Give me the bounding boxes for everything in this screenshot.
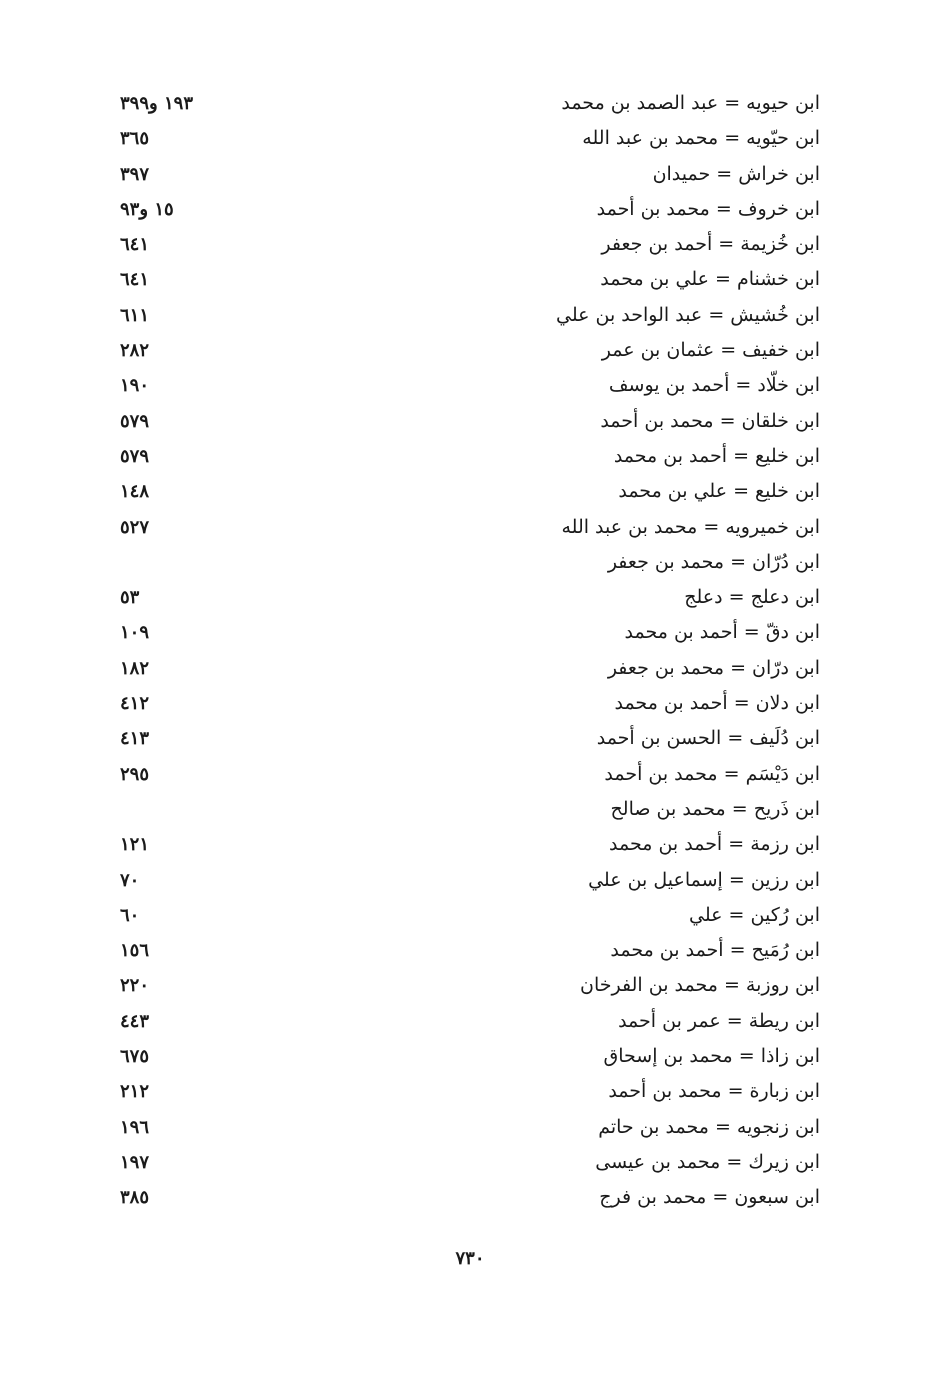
entry-page-refs: ٥٣ [120, 587, 140, 609]
entry-page-refs: ٦٤١ [120, 234, 150, 256]
entry-name: ابن حيويه = عبد الصمد بن محمد [561, 92, 820, 114]
entry-page-refs: ٦١١ [120, 304, 150, 326]
entry-name: ابن دعلج = دعلج [684, 586, 820, 609]
index-entry [100, 580, 820, 615]
index-entry [100, 898, 820, 933]
entry-page-refs: ١٨٢ [120, 657, 150, 679]
entry-name: ابن درّان = محمد بن جعفر [607, 656, 820, 679]
entry-name: ابن روزبة = محمد بن الفرخان [580, 974, 820, 997]
entry-name: ابن زنجويه = محمد بن حاتم [598, 1115, 820, 1138]
index-entry [100, 792, 820, 827]
index-entry [100, 121, 820, 156]
entry-name: ابن خراش = حميدان [652, 162, 820, 185]
entry-page-refs: ٤٤٣ [120, 1010, 150, 1032]
index-entry [100, 1145, 820, 1180]
index-entry [100, 368, 820, 403]
entry-page-refs: ٥٧٩ [120, 445, 150, 467]
index-entry [100, 968, 820, 1003]
index-entry [100, 1074, 820, 1109]
entry-name: ابن خلقان = محمد بن أحمد [600, 409, 820, 432]
entry-name: ابن خليع = أحمد بن محمد [613, 444, 820, 467]
index-entry [100, 404, 820, 439]
entry-page-refs: ١٢١ [120, 834, 150, 856]
index-entry [100, 86, 820, 121]
entry-name: ابن خلّاد = أحمد بن يوسف [608, 374, 820, 397]
entry-page-refs: ٣٩٧ [120, 163, 150, 185]
entry-name: ابن خروف = محمد بن أحمد [596, 197, 820, 220]
entry-page-refs: ٦٠ [120, 904, 140, 926]
index-entry [100, 1004, 820, 1039]
entry-page-refs: ٦٤١ [120, 269, 150, 291]
index-entry [100, 651, 820, 686]
entry-page-refs: ٢١٢ [120, 1081, 150, 1103]
entry-name: ابن ذَريح = محمد بن صالح [610, 797, 820, 820]
entry-name: ابن دُلَيف = الحسن بن أحمد [596, 727, 820, 750]
entry-name: ابن حيّويه = محمد بن عبد الله [582, 127, 820, 150]
entry-page-refs: ٢٢٠ [120, 975, 150, 997]
entry-page-refs: ٦٧٥ [120, 1046, 150, 1068]
index-entry [100, 757, 820, 792]
index-entry [100, 863, 820, 898]
entry-name: ابن زيرك = محمد بن عيسى [595, 1150, 820, 1173]
index-entry [100, 510, 820, 545]
entry-name: ابن خميرويه = محمد بن عبد الله [561, 515, 820, 538]
entry-page-refs: ٧٠ [120, 869, 140, 891]
entry-page-refs: ٤١٣ [120, 728, 150, 750]
index-entry [100, 545, 820, 580]
index-entry [100, 721, 820, 756]
entry-page-refs: ١٥٦ [120, 940, 150, 962]
index-entry [100, 1110, 820, 1145]
entry-page-refs: ١٩٠ [120, 375, 150, 397]
entry-name: ابن زاذا = محمد بن إسحاق [603, 1045, 820, 1068]
entry-page-refs: ١٥ و٩٣ [120, 198, 174, 220]
entry-name: ابن رُمَيح = أحمد بن محمد [610, 939, 820, 962]
entry-name: ابن خليع = علي بن محمد [618, 480, 820, 503]
index-entry [100, 1039, 820, 1074]
entry-name: ابن سبعون = محمد بن فرج [599, 1186, 820, 1209]
entry-page-refs: ١٠٩ [120, 622, 150, 644]
index-entry [100, 157, 820, 192]
entry-name: ابن خشنام = علي بن محمد [600, 268, 820, 291]
entry-page-refs: ٥٧٩ [120, 410, 150, 432]
entry-page-refs: ٣٨٥ [120, 1187, 150, 1209]
index-entry [100, 333, 820, 368]
entry-name: ابن خُزيمة = أحمد بن جعفر [601, 233, 820, 256]
entry-name: ابن رزين = إسماعيل بن علي [588, 868, 820, 891]
entry-name: ابن دَيْسَم = محمد بن أحمد [604, 762, 820, 785]
entry-page-refs: ٢٩٥ [120, 763, 150, 785]
entry-page-refs: ٣٦٥ [120, 128, 150, 150]
index-entry [100, 474, 820, 509]
index-entry [100, 686, 820, 721]
index-entry [100, 262, 820, 297]
entry-name: ابن خفيف = عثمان بن عمر [601, 339, 820, 362]
entry-name: ابن دقّ = أحمد بن محمد [624, 621, 820, 644]
index-entry [100, 439, 820, 474]
entry-page-refs: ١٤٨ [120, 481, 150, 503]
entry-name: ابن دُرّان = محمد بن جعفر [607, 550, 820, 573]
entry-page-refs: ٢٨٢ [120, 340, 150, 362]
index-entry [100, 615, 820, 650]
index-entry [100, 227, 820, 262]
entry-page-refs: ١٩٦ [120, 1116, 150, 1138]
entry-page-refs: ٤١٢ [120, 693, 150, 715]
index-entry [100, 1180, 820, 1215]
index-entry [100, 933, 820, 968]
entry-name: ابن رُكين = علي [689, 903, 820, 926]
index-entry [100, 192, 820, 227]
page-number: ٧٣٠ [455, 1248, 485, 1269]
entry-page-refs: ٥٢٧ [120, 516, 150, 538]
entry-page-refs: ١٩٧ [120, 1151, 150, 1173]
entry-name: ابن رزمة = أحمد بن محمد [609, 833, 820, 856]
index-entry [100, 298, 820, 333]
name-index-list [100, 86, 820, 1216]
entry-name: ابن زبارة = محمد بن أحمد [608, 1080, 820, 1103]
entry-name: ابن خُشيش = عبد الواحد بن علي [556, 303, 820, 326]
index-entry [100, 827, 820, 862]
entry-name: ابن ريطة = عمر بن أحمد [618, 1009, 820, 1032]
entry-page-refs: ١٩٣ و٣٩٩ [120, 93, 193, 114]
entry-name: ابن دلان = أحمد بن محمد [614, 692, 820, 715]
